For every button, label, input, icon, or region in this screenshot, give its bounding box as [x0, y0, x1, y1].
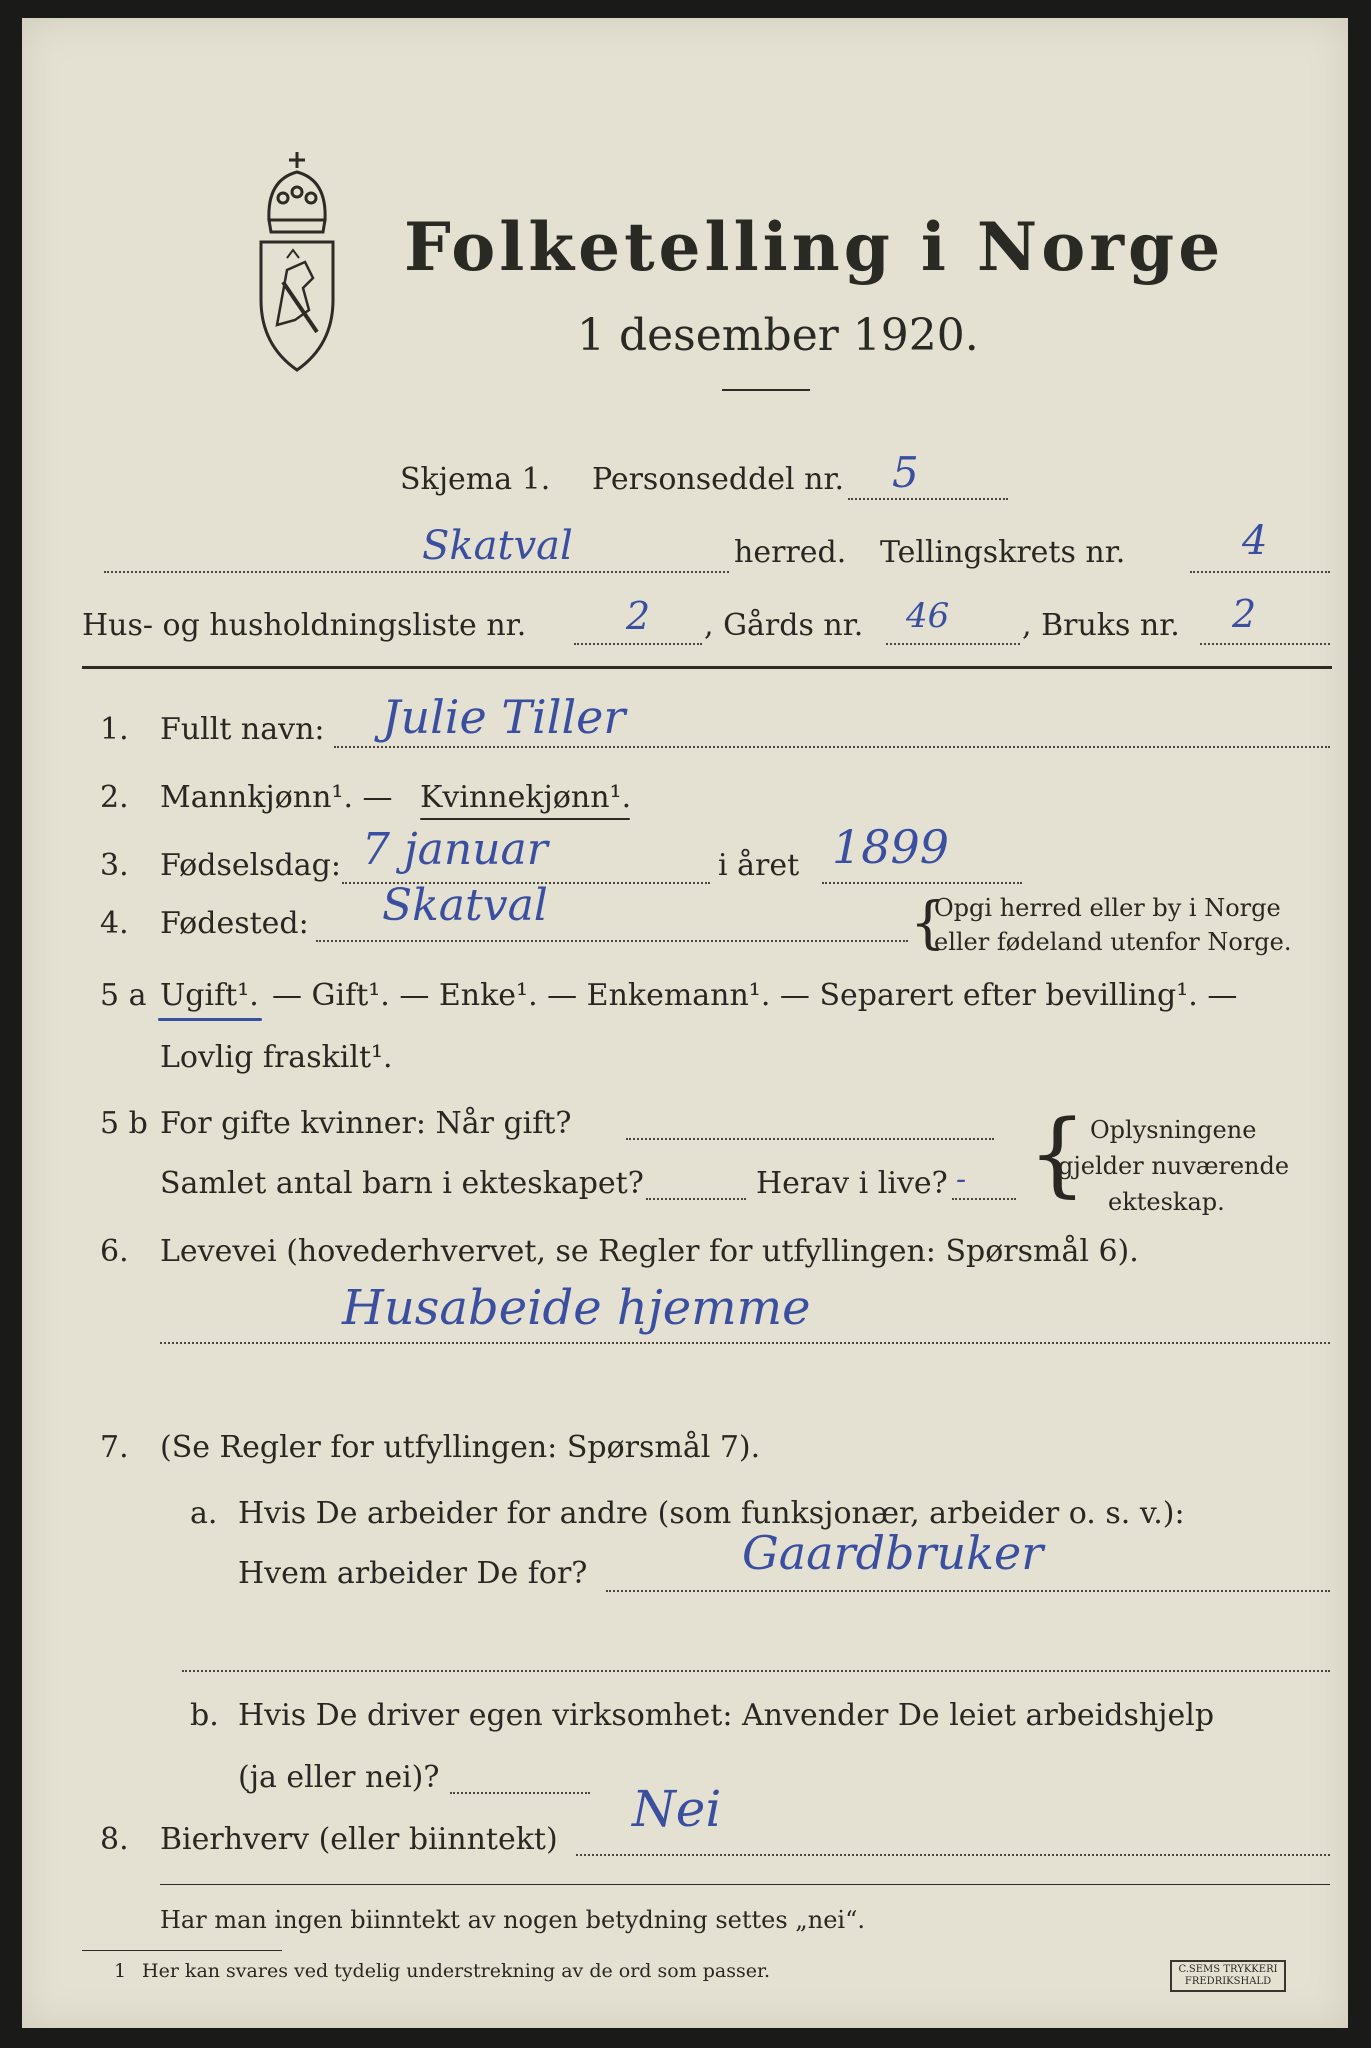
q5b-alive-line	[952, 1198, 1016, 1200]
printer-stamp	[1170, 1960, 1286, 1992]
bruks-line	[1200, 643, 1330, 645]
q4-line	[316, 940, 908, 942]
q3-number: 3.	[100, 848, 129, 883]
tellingskrets-value: 4	[1242, 518, 1268, 564]
q7b-letter: b.	[190, 1698, 219, 1733]
q5b-note-line2: gjelder nuværende	[1058, 1152, 1290, 1180]
q2-female-option: Kvinnekjønn¹.	[420, 780, 632, 815]
schema-label: Skjema 1.	[400, 462, 551, 497]
personseddel-line	[848, 498, 1008, 500]
q7-number: 7.	[100, 1430, 129, 1465]
personseddel-label: Personseddel nr.	[592, 462, 845, 497]
q7a-letter: a.	[190, 1496, 218, 1531]
q5b-alive-label: Herav i live?	[756, 1166, 948, 1201]
q3-year-label: i året	[718, 848, 800, 883]
q4-value: Skatval	[382, 880, 548, 931]
herred-line	[104, 571, 729, 573]
q5a-other-options: — Gift¹. — Enke¹. — Enkemann¹. — Separert efter bevilling¹. —	[272, 978, 1238, 1013]
q3-year-value: 1899	[832, 820, 950, 874]
q1-number: 1.	[100, 712, 129, 747]
q5b-note-line1: Oplysningene	[1090, 1116, 1257, 1144]
q5b-number: 5 b	[100, 1106, 148, 1141]
q5b-alive-value: -	[956, 1162, 967, 1197]
q6-number: 6.	[100, 1234, 129, 1269]
q5b-when-married-line	[626, 1138, 994, 1140]
q4-note-line1: Opgi herred eller by i Norge	[934, 894, 1281, 922]
q2-female-underline	[420, 818, 630, 820]
husholdningsliste-label: Hus- og husholdningsliste nr.	[82, 608, 527, 643]
bruks-value: 2	[1232, 592, 1257, 636]
q5b-note-brace: {	[1028, 1100, 1087, 1207]
q5b-note-line3: ekteskap.	[1108, 1188, 1225, 1216]
footnote-text: Her kan svares ved tydelig understrekning av de ord som passer.	[142, 1960, 771, 1982]
q5a-ugift-option: Ugift¹.	[160, 978, 259, 1013]
q1-value: Julie Tiller	[382, 690, 626, 744]
census-form	[22, 18, 1348, 2028]
q8-number: 8.	[100, 1822, 129, 1857]
q8-line	[576, 1854, 1330, 1856]
q4-number: 4.	[100, 906, 129, 941]
q1-label: Fullt navn:	[160, 712, 325, 747]
herred-label: herred.	[734, 535, 847, 570]
q7-label: (Se Regler for utfyllingen: Spørsmål 7).	[160, 1430, 761, 1465]
q7b-text: Hvis De driver egen virksomhet: Anvender De leiet arbeidshjelp	[238, 1698, 1215, 1733]
q4-note-brace: {	[910, 891, 946, 956]
q5b-when-married-label: For gifte kvinner: Når gift?	[160, 1106, 572, 1141]
q4-label: Fødested:	[160, 906, 309, 941]
q6-value: Husabeide hjemme	[342, 1280, 811, 1336]
personseddel-value: 5	[892, 448, 919, 497]
q5b-children-label: Samlet antal barn i ekteskapet?	[160, 1166, 644, 1201]
q7a-line	[606, 1590, 1330, 1592]
q7a-extra-line	[182, 1670, 1330, 1672]
printer-line2: FREDRIKSHALD	[1184, 1976, 1272, 1987]
q1-line	[334, 746, 1330, 748]
q5a-ugift-underline	[158, 1018, 262, 1021]
q3-year-line	[822, 882, 1022, 884]
census-date: 1 desember 1920.	[577, 310, 979, 361]
form-title: Folketelling i Norge	[404, 208, 1225, 286]
herred-value: Skatval	[422, 523, 573, 569]
gards-label: , Gårds nr.	[704, 608, 864, 643]
q5b-children-line	[646, 1198, 746, 1200]
q3-value: 7 januar	[362, 824, 548, 875]
gards-value: 46	[906, 596, 950, 636]
bruks-label: , Bruks nr.	[1022, 608, 1180, 643]
tellingskrets-label: Tellingskrets nr.	[880, 535, 1126, 570]
gards-line	[886, 643, 1020, 645]
q7a-question: Hvem arbeider De for?	[238, 1556, 588, 1591]
q4-note-line2: eller fødeland utenfor Norge.	[934, 928, 1292, 956]
q2-male-option: Mannkjønn¹. —	[160, 780, 393, 815]
q7b-question: (ja eller nei)?	[238, 1760, 440, 1795]
footnote-mark: 1	[114, 1960, 127, 1982]
tellingskrets-line	[1190, 571, 1330, 573]
q2-number: 2.	[100, 780, 129, 815]
q7a-value: Gaardbruker	[742, 1526, 1044, 1580]
q6-label: Levevei (hovederhvervet, se Regler for utfyllingen: Spørsmål 6).	[160, 1234, 1139, 1269]
husholdningsliste-value: 2	[626, 594, 651, 638]
bottom-rule	[160, 1884, 1330, 1885]
footnote-rule	[82, 1950, 282, 1951]
q8-label: Bierhverv (eller biinntekt)	[160, 1822, 558, 1857]
q6-line	[160, 1342, 1330, 1344]
header-rule	[82, 666, 1332, 669]
q5a-fraskilt-option: Lovlig fraskilt¹.	[160, 1040, 393, 1075]
q8-value: Nei	[632, 1780, 722, 1838]
biinntekt-note: Har man ingen biinntekt av nogen betydning settes „nei“.	[160, 1906, 865, 1934]
q7b-line	[450, 1792, 590, 1794]
husholdningsliste-line	[574, 643, 702, 645]
q7a-text: Hvis De arbeider for andre (som funksjonær, arbeider o. s. v.):	[238, 1496, 1185, 1531]
title-divider	[722, 389, 810, 391]
printer-line1: C.SEMS TRYKKERI	[1178, 1964, 1278, 1975]
norway-coat-of-arms-icon	[247, 150, 347, 375]
q5a-number: 5 a	[100, 978, 147, 1013]
q3-label: Fødselsdag:	[160, 848, 341, 883]
